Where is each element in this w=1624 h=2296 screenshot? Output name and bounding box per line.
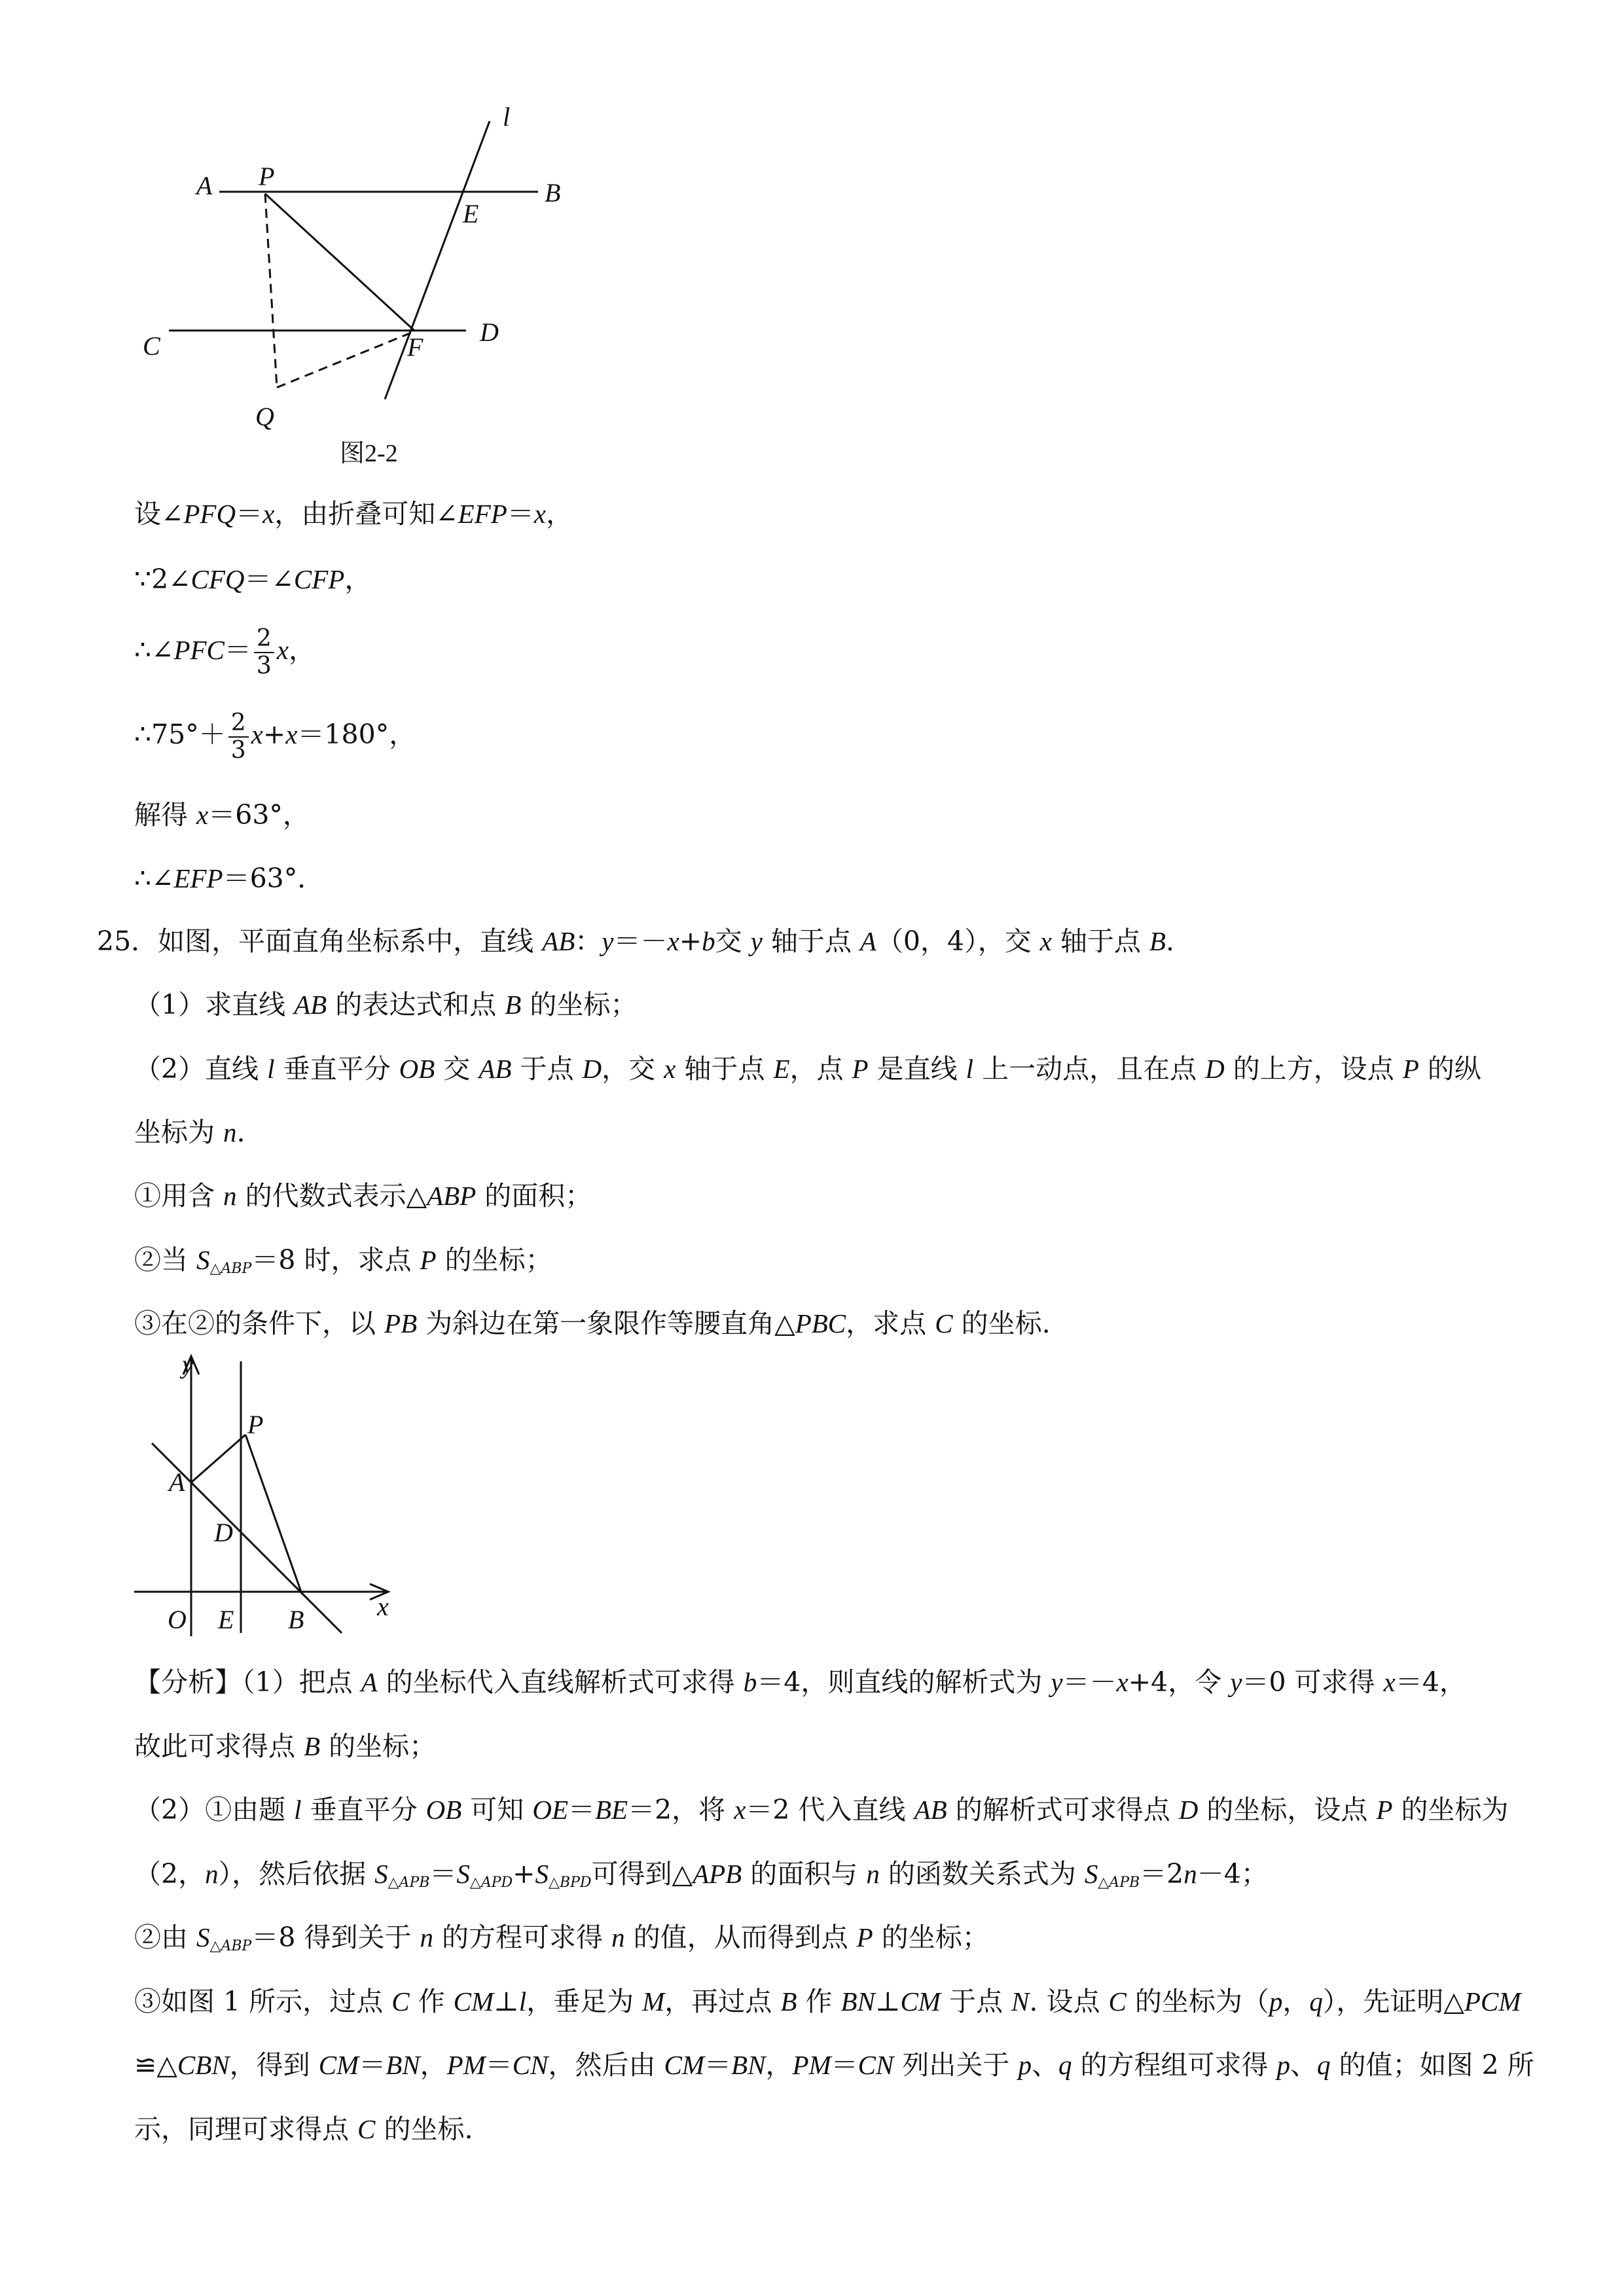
text-fragment: 设∠ bbox=[134, 498, 184, 529]
text-fragment: 垂直平分 bbox=[301, 1794, 426, 1825]
text-fragment: ＝ bbox=[359, 2049, 386, 2081]
analysis-line-7 bbox=[134, 2049, 1534, 2081]
analysis-line-2 bbox=[134, 1730, 436, 1763]
problem-25-q1 bbox=[134, 1179, 592, 1212]
text-fragment: CFQ bbox=[190, 564, 245, 594]
text-fragment: BN bbox=[731, 2050, 766, 2080]
label-A: A bbox=[169, 1467, 185, 1497]
text-fragment: C bbox=[935, 1308, 953, 1338]
text-fragment: ∴∠ bbox=[134, 863, 174, 894]
segment-PF bbox=[265, 194, 415, 331]
text-fragment: D bbox=[1178, 1795, 1199, 1825]
text-fragment: 示，同理可求得点 bbox=[134, 2113, 358, 2145]
solution-line-3 bbox=[134, 620, 316, 679]
text-fragment: +4，令 bbox=[1128, 1666, 1231, 1698]
text-fragment: OB bbox=[425, 1795, 462, 1825]
text-fragment: ＝0 可求得 bbox=[1242, 1666, 1384, 1698]
text-fragment: S bbox=[1084, 1859, 1098, 1889]
text-fragment: PFC bbox=[173, 635, 225, 665]
text-fragment: 可知 bbox=[461, 1794, 533, 1825]
text-fragment: y bbox=[750, 926, 763, 956]
text-fragment: x bbox=[251, 719, 263, 749]
text-fragment: ，求点 bbox=[846, 1308, 935, 1339]
text-fragment: n bbox=[223, 1181, 237, 1211]
text-fragment: 的坐标. bbox=[375, 2113, 473, 2145]
text-fragment: 坐标为 bbox=[134, 1117, 224, 1148]
text-fragment: 交 bbox=[715, 925, 751, 957]
text-fragment: ∴∠ bbox=[134, 634, 174, 666]
label-E: E bbox=[463, 199, 479, 228]
text-fragment: ，交 bbox=[602, 1053, 664, 1085]
text-fragment: S bbox=[196, 1245, 210, 1275]
text-fragment: PCM bbox=[1464, 1986, 1521, 2017]
text-fragment: △APB bbox=[388, 1874, 430, 1891]
text-fragment: ， bbox=[545, 498, 573, 529]
text-fragment: ，然后由 bbox=[548, 2049, 664, 2081]
problem-25-stem bbox=[97, 925, 1174, 958]
solution-line-6 bbox=[134, 862, 324, 895]
text-fragment: 的面积与 bbox=[742, 1858, 867, 1890]
problem-25-part-2 bbox=[134, 1052, 1481, 1085]
figure-caption: 图2-2 bbox=[340, 440, 398, 467]
text-fragment: 是直线 bbox=[868, 1053, 966, 1085]
label-A: A bbox=[196, 171, 213, 200]
text-fragment: ③在②的条件下，以 bbox=[134, 1308, 385, 1339]
text-fragment: C bbox=[1108, 1986, 1127, 2017]
text-fragment: B bbox=[304, 1731, 321, 1761]
solution-line-2 bbox=[134, 563, 371, 596]
text-fragment: ＝ bbox=[485, 2049, 513, 2081]
text-fragment: ），先证明△ bbox=[1322, 1986, 1464, 2017]
text-fragment: C bbox=[357, 2114, 376, 2144]
text-fragment: 故此可求得点 bbox=[134, 1731, 304, 1762]
problem-25-q2 bbox=[134, 1244, 552, 1285]
text-fragment: 的表达式和点 bbox=[327, 989, 505, 1020]
text-fragment: x bbox=[285, 719, 298, 749]
text-fragment: b bbox=[743, 1667, 757, 1697]
text-fragment: l bbox=[294, 1795, 302, 1825]
text-fragment: n bbox=[420, 1922, 433, 1952]
text-fragment: ＝180°， bbox=[297, 719, 416, 750]
text-fragment: AB bbox=[914, 1795, 947, 1825]
text-fragment: ），然后依据 bbox=[218, 1858, 375, 1890]
text-fragment: P bbox=[856, 1922, 873, 1952]
text-fragment: CM bbox=[664, 2050, 705, 2080]
text-fragment: l bbox=[965, 1054, 974, 1084]
text-fragment: 的值；如图 2 所 bbox=[1330, 2049, 1534, 2081]
text-fragment: AB bbox=[542, 926, 575, 956]
text-fragment: CM bbox=[318, 2050, 359, 2080]
text-fragment: ，再过点 bbox=[664, 1986, 781, 2017]
text-fragment: 的坐标为 bbox=[1392, 1794, 1509, 1825]
text-fragment: 的坐标； bbox=[320, 1731, 437, 1762]
text-fragment: x bbox=[196, 800, 209, 830]
text-fragment: P bbox=[1402, 1054, 1419, 1084]
text-fragment: ＝8 得到关于 bbox=[251, 1922, 420, 1953]
text-fragment: PB bbox=[384, 1308, 418, 1338]
text-fragment: 交 bbox=[435, 1053, 479, 1085]
text-fragment: q bbox=[1309, 1986, 1323, 2017]
text-fragment: y bbox=[1230, 1667, 1242, 1697]
text-fragment: ＝ bbox=[507, 498, 534, 529]
text-fragment: （2）直线 bbox=[134, 1053, 268, 1085]
text-fragment: BE bbox=[595, 1795, 628, 1825]
text-fragment: 的坐标. bbox=[952, 1308, 1051, 1339]
text-fragment: 解得 bbox=[134, 799, 197, 831]
text-fragment: ③如图 1 所示，过点 bbox=[134, 1986, 392, 2017]
text-fragment: ＝2 bbox=[1140, 1858, 1184, 1890]
text-fragment: ： bbox=[575, 925, 602, 957]
text-fragment: ABP bbox=[427, 1181, 477, 1211]
text-fragment: + bbox=[262, 719, 286, 750]
label-y: y bbox=[182, 1350, 194, 1379]
text-fragment: ∴75°＋ bbox=[134, 719, 226, 750]
text-fragment: （2）①由题 bbox=[134, 1794, 295, 1825]
text-fragment: PM bbox=[446, 2050, 486, 2080]
text-fragment: 的面积； bbox=[476, 1180, 592, 1211]
segment-AP bbox=[191, 1435, 245, 1482]
segment-PB bbox=[245, 1435, 301, 1592]
text-fragment: △APD bbox=[469, 1874, 513, 1891]
text-fragment: （1）求直线 bbox=[134, 989, 295, 1020]
analysis-line-4 bbox=[134, 1857, 1268, 1899]
text-fragment: ⊥ bbox=[875, 1986, 901, 2017]
text-fragment: 轴于点 bbox=[1051, 925, 1149, 957]
text-fragment: 的坐标； bbox=[436, 1244, 552, 1276]
text-fragment: OE bbox=[532, 1795, 568, 1825]
label-D: D bbox=[480, 317, 499, 347]
text-fragment: N bbox=[1011, 1986, 1030, 2017]
text-fragment: 作 bbox=[797, 1986, 841, 2017]
solution-line-1 bbox=[134, 497, 573, 530]
text-fragment: x bbox=[276, 635, 289, 665]
text-fragment: n bbox=[611, 1922, 625, 1952]
text-fragment: 的坐标； bbox=[873, 1922, 989, 1953]
text-fragment: P bbox=[852, 1054, 869, 1084]
text-fragment: x bbox=[262, 499, 275, 529]
text-fragment: 的上方，设点 bbox=[1224, 1053, 1403, 1085]
text-fragment: 2 bbox=[228, 710, 249, 738]
segment-PQ-dashed bbox=[265, 194, 277, 387]
text-fragment: ②当 bbox=[134, 1244, 197, 1276]
text-fragment: ＝ bbox=[568, 1794, 595, 1825]
text-fragment: EFP bbox=[173, 863, 223, 893]
text-fragment: 2 bbox=[254, 626, 274, 653]
text-fragment: ＝2，将 bbox=[628, 1794, 734, 1825]
text-fragment: . bbox=[236, 1117, 245, 1148]
text-fragment: APB bbox=[693, 1859, 742, 1889]
text-fragment: CN bbox=[512, 2050, 549, 2080]
analysis-line-8 bbox=[134, 2113, 473, 2145]
text-fragment: x bbox=[1116, 1667, 1128, 1697]
text-fragment: ＝∠ bbox=[244, 564, 294, 595]
text-fragment: △ABP bbox=[209, 1261, 252, 1277]
text-fragment: （2， bbox=[134, 1858, 206, 1890]
text-fragment: S bbox=[535, 1859, 549, 1889]
fraction-2-3 bbox=[254, 626, 274, 679]
text-fragment: ＝63°， bbox=[208, 799, 310, 831]
text-fragment: △APB bbox=[1098, 1874, 1140, 1891]
text-fragment: ， bbox=[1282, 1986, 1310, 2017]
label-E: E bbox=[218, 1605, 234, 1634]
label-D: D bbox=[214, 1518, 233, 1547]
text-fragment: 3 bbox=[230, 736, 246, 764]
label-x: x bbox=[377, 1592, 389, 1621]
label-P: P bbox=[247, 1410, 264, 1439]
text-fragment: ，垂足为 bbox=[526, 1986, 643, 2017]
text-fragment: x bbox=[533, 499, 546, 529]
label-O: O bbox=[168, 1605, 187, 1634]
problem-25-part-1 bbox=[134, 988, 637, 1021]
text-fragment: ，由折叠可知∠ bbox=[274, 498, 458, 529]
text-fragment: ＝ bbox=[236, 498, 263, 529]
text-fragment: ， bbox=[289, 634, 316, 666]
text-fragment: x bbox=[1039, 926, 1052, 956]
text-fragment: + bbox=[679, 925, 702, 957]
text-fragment: OB bbox=[399, 1054, 435, 1084]
text-fragment: ≌△ bbox=[134, 2049, 177, 2081]
text-fragment: p bbox=[1269, 1986, 1283, 2017]
text-fragment: 如图，平面直角坐标系中，直线 bbox=[158, 925, 543, 957]
text-fragment: D bbox=[1205, 1054, 1225, 1084]
text-fragment: q bbox=[1058, 2050, 1072, 2080]
text-fragment: B bbox=[780, 1986, 797, 2017]
text-fragment: 的坐标代入直线解析式可求得 bbox=[377, 1666, 744, 1698]
text-fragment: 轴于点 bbox=[676, 1053, 774, 1085]
text-fragment: n bbox=[205, 1859, 219, 1889]
text-fragment: ＝63°． bbox=[223, 863, 325, 894]
text-fragment: B bbox=[505, 990, 522, 1020]
text-fragment: n bbox=[1183, 1859, 1197, 1889]
text-fragment: 于点 bbox=[940, 1986, 1012, 2017]
label-B: B bbox=[545, 178, 561, 207]
text-fragment: ＝2 代入直线 bbox=[746, 1794, 914, 1825]
text-fragment: y bbox=[602, 926, 614, 956]
analysis-line-6 bbox=[134, 1985, 1521, 2018]
text-fragment: ， bbox=[344, 564, 372, 595]
text-fragment: AB bbox=[294, 990, 327, 1020]
text-fragment: 的解析式可求得点 bbox=[947, 1794, 1179, 1825]
text-fragment: 于点 bbox=[511, 1053, 583, 1085]
problem-25-part-2-cont bbox=[134, 1116, 245, 1149]
text-fragment: 的值，从而得到点 bbox=[624, 1922, 857, 1953]
analysis-line-5 bbox=[134, 1921, 989, 1963]
text-fragment: －4； bbox=[1197, 1858, 1268, 1890]
label-P: P bbox=[259, 162, 275, 191]
label-F: F bbox=[407, 332, 424, 362]
text-fragment: CFP bbox=[293, 564, 345, 594]
text-fragment: 、 bbox=[1290, 2049, 1318, 2081]
text-fragment: PBC bbox=[795, 1308, 846, 1338]
text-fragment: 上一动点，且在点 bbox=[973, 1053, 1206, 1085]
text-fragment: 垂直平分 bbox=[274, 1053, 399, 1085]
text-fragment: . bbox=[1165, 925, 1175, 957]
text-fragment: ，点 bbox=[789, 1053, 852, 1085]
solution-line-5 bbox=[134, 798, 310, 831]
text-fragment: ⊥ bbox=[494, 1986, 519, 2017]
fraction-2-3 bbox=[228, 710, 249, 764]
label-l: l bbox=[503, 102, 511, 132]
text-fragment: 、 bbox=[1031, 2049, 1058, 2081]
text-fragment: 的坐标为（ bbox=[1126, 1986, 1269, 2017]
text-fragment: q bbox=[1317, 2050, 1331, 2080]
text-fragment: S bbox=[456, 1859, 470, 1889]
label-Q: Q bbox=[255, 402, 274, 431]
text-fragment: ＝4，则直线的解析式为 bbox=[757, 1666, 1051, 1698]
text-fragment: p bbox=[1018, 2050, 1032, 2080]
text-fragment: 【分析】（1）把点 bbox=[134, 1666, 361, 1698]
problem-25-q3 bbox=[134, 1307, 1051, 1340]
figure-coordinate bbox=[118, 1348, 419, 1649]
text-fragment: 的坐标，设点 bbox=[1198, 1794, 1377, 1825]
text-fragment: ＝8 时，求点 bbox=[251, 1244, 420, 1276]
text-fragment: PM bbox=[792, 2050, 831, 2080]
text-fragment: ， bbox=[420, 2049, 447, 2081]
text-fragment: A bbox=[361, 1667, 378, 1697]
text-fragment: BN bbox=[840, 1986, 875, 2017]
text-fragment: ＝－ bbox=[1062, 1666, 1117, 1698]
text-fragment: 为斜边在第一象限作等腰直角△ bbox=[417, 1308, 795, 1339]
text-fragment: x bbox=[664, 1054, 676, 1084]
text-fragment: n bbox=[223, 1117, 237, 1147]
text-fragment: ②由 bbox=[134, 1922, 197, 1953]
text-fragment: CN bbox=[857, 2050, 894, 2080]
solution-line-4 bbox=[134, 705, 416, 764]
text-fragment: y bbox=[1051, 1667, 1063, 1697]
text-fragment: x bbox=[1383, 1667, 1396, 1697]
text-fragment: l bbox=[518, 1986, 527, 2017]
text-fragment: 作 bbox=[409, 1986, 454, 2017]
text-fragment: S bbox=[196, 1922, 210, 1952]
text-fragment: 的纵 bbox=[1418, 1053, 1481, 1085]
text-fragment: 3 bbox=[256, 652, 272, 679]
analysis-line-1 bbox=[134, 1666, 1466, 1698]
text-fragment: B bbox=[1149, 926, 1166, 956]
text-fragment: 的坐标； bbox=[521, 989, 638, 1020]
text-fragment: PFQ bbox=[183, 499, 236, 529]
text-fragment: p bbox=[1276, 2050, 1291, 2080]
text-fragment: b bbox=[702, 926, 715, 956]
text-fragment: ∵2∠ bbox=[134, 564, 191, 595]
segment-QF-dashed bbox=[277, 331, 415, 387]
text-fragment: x bbox=[734, 1795, 746, 1825]
text-fragment: A bbox=[859, 926, 876, 956]
text-fragment: ＝ bbox=[831, 2049, 858, 2081]
text-fragment: l bbox=[267, 1054, 275, 1084]
text-fragment: 列出关于 bbox=[893, 2049, 1019, 2081]
text-fragment: △ABP bbox=[209, 1938, 252, 1954]
figure-2-2 bbox=[0, 0, 655, 471]
text-fragment: P bbox=[420, 1245, 437, 1275]
text-fragment: ①用含 bbox=[134, 1180, 224, 1211]
text-fragment: n bbox=[866, 1859, 880, 1889]
text-fragment: ＝ bbox=[704, 2049, 732, 2081]
text-fragment: ＝ bbox=[224, 634, 251, 666]
text-fragment: x bbox=[667, 926, 679, 956]
text-fragment: （0，4），交 bbox=[876, 925, 1040, 957]
text-fragment: C bbox=[391, 1986, 410, 2017]
label-B: B bbox=[288, 1605, 304, 1634]
text-fragment: ， bbox=[765, 2049, 793, 2081]
text-fragment: 可得到△ bbox=[591, 1858, 693, 1890]
text-fragment: + bbox=[513, 1858, 535, 1890]
text-fragment: 的代数式表示△ bbox=[236, 1180, 427, 1211]
text-fragment: ＝ bbox=[429, 1858, 457, 1890]
text-fragment: CM bbox=[453, 1986, 494, 2017]
text-fragment: ＝4， bbox=[1395, 1666, 1466, 1698]
line-l bbox=[385, 121, 490, 399]
text-fragment: D bbox=[582, 1054, 602, 1084]
text-fragment: BN bbox=[386, 2050, 420, 2080]
text-fragment: S bbox=[374, 1859, 388, 1889]
text-fragment: ＝－ bbox=[613, 925, 668, 957]
text-fragment: P bbox=[1376, 1795, 1393, 1825]
text-fragment: ，得到 bbox=[229, 2049, 319, 2081]
text-fragment: 的函数关系式为 bbox=[879, 1858, 1085, 1890]
text-fragment: 的方程组可求得 bbox=[1072, 2049, 1277, 2081]
analysis-line-3 bbox=[134, 1793, 1509, 1826]
text-fragment: M bbox=[642, 1986, 665, 2017]
text-fragment: CM bbox=[900, 1986, 941, 2017]
text-fragment: 的方程可求得 bbox=[433, 1922, 612, 1953]
text-fragment: 轴于点 bbox=[762, 925, 860, 957]
text-fragment: △BPD bbox=[549, 1874, 592, 1891]
text-fragment: EFP bbox=[458, 499, 507, 529]
text-fragment: E bbox=[773, 1054, 790, 1084]
text-fragment: 25． bbox=[97, 925, 158, 957]
label-C: C bbox=[143, 331, 160, 361]
text-fragment: AB bbox=[478, 1054, 512, 1084]
text-fragment: CBN bbox=[177, 2050, 230, 2080]
text-fragment: . 设点 bbox=[1029, 1986, 1109, 2017]
